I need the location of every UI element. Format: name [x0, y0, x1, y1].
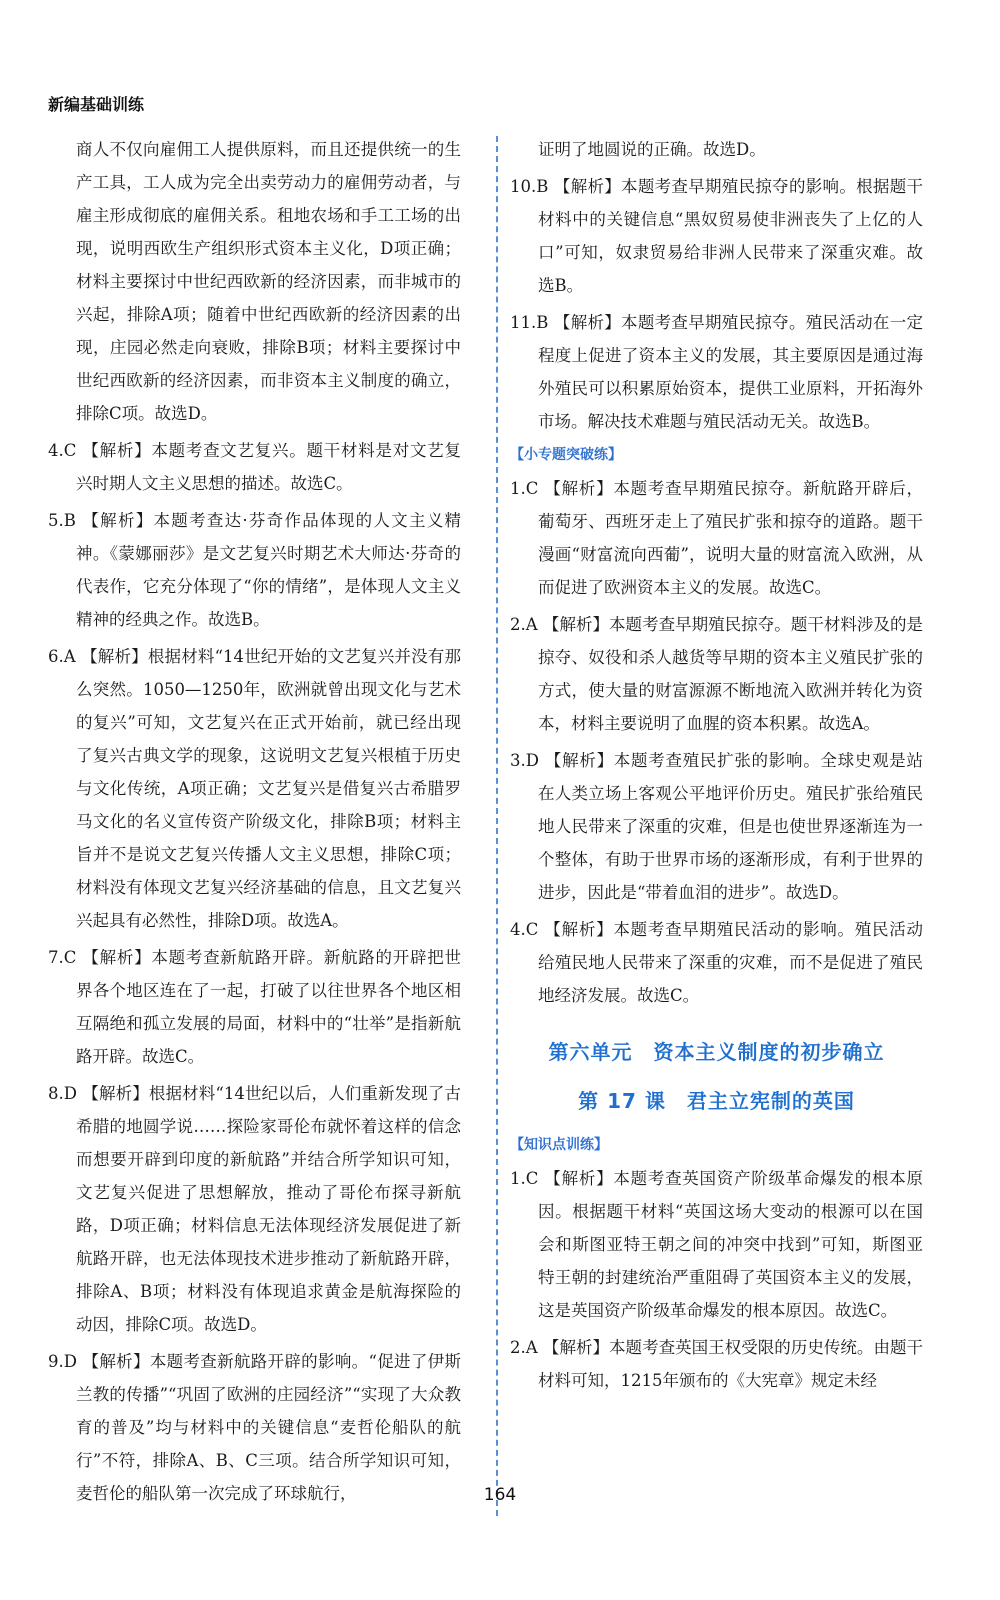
- answer-paragraph: 11.B 【解析】本题考查早期殖民掠夺。殖民活动在一定程度上促进了资本主义的发展，其主要原因是通过海外殖民可以积累原始资本，提供工业原料，开拓海外市场。解决技术难题与殖民活动无关。故选B。: [510, 313, 923, 431]
- left-column: [48, 133, 461, 1514]
- answer-paragraph: 4.C 【解析】本题考查早期殖民活动的影响。殖民活动给殖民地人民带来了深重的灾难，而不是促进了殖民地经济发展。故选C。: [510, 920, 923, 1005]
- answer-paragraph: 3.D 【解析】本题考查殖民扩张的影响。全球史观是站在人类立场上客观公平地评价历史。殖民扩张给殖民地人民带来了深重的灾难，但是也使世界逐渐连为一个整体，有助于世界市场的逐渐形成，有利于世界的进步，因此是“带着血泪的进步”。故选D。: [510, 751, 923, 902]
- answer-paragraph: 2.A 【解析】本题考查英国王权受限的历史传统。由题干材料可知，1215年颁布的《大宪章》规定未经: [510, 1338, 923, 1390]
- right-column: [510, 133, 923, 1401]
- answer-paragraph: 4.C 【解析】本题考查文艺复兴。题干材料是对文艺复兴时期人文主义思想的描述。故选C。: [48, 441, 461, 493]
- answer-paragraph: 7.C 【解析】本题考查新航路开辟。新航路的开辟把世界各个地区连在了一起，打破了以往世界各个地区相互隔绝和孤立发展的局面，材料中的“壮举”是指新航路开辟。故选C。: [48, 948, 461, 1066]
- book-series-title: 新编基础训练: [48, 95, 145, 114]
- answer-paragraph: 9.D 【解析】本题考查新航路开辟的影响。“促进了伊斯兰教的传播”“巩固了欧洲的庄园经济”“实现了大众教育的普及”均与材料中的关键信息“麦哲伦船队的航行”不符，排除A、B、C三项。结合所学知识可知，麦哲伦的船队第一次完成了环球航行，: [48, 1352, 461, 1503]
- answer-paragraph: 6.A 【解析】根据材料“14世纪开始的文艺复兴并没有那么突然。1050—1250年，欧洲就曾出现文化与艺术的复兴”可知，文艺复兴在正式开始前，就已经出现了复兴古典文学的现象，这说明文艺复兴根植于历史与文化传统，A项正确；文艺复兴是借复兴古希腊罗马文化的名义宣传资产阶级文化，排除B项；材料主旨并不是说文艺复兴传播人文主义思想，排除C项；材料没有体现文艺复兴经济基础的信息，且文艺复兴兴起具有必然性，排除D项。故选A。: [48, 647, 461, 930]
- lesson-title: 第 17 课 君主立宪制的英国: [578, 1089, 855, 1113]
- answer-paragraph: 2.A 【解析】本题考查早期殖民掠夺。题干材料涉及的是掠夺、奴役和杀人越货等早期的资本主义殖民扩张的方式，使大量的财富源源不断地流入欧洲并转化为资本，材料主要说明了血腥的资本积累。故选A。: [510, 615, 923, 733]
- answer-paragraph: 证明了地圆说的正确。故选D。: [538, 140, 766, 159]
- section-label-knowledge-practice: 【知识点训练】: [510, 1137, 608, 1153]
- page-number: 164: [483, 1485, 517, 1505]
- answer-paragraph: 1.C 【解析】本题考查英国资产阶级革命爆发的根本原因。根据题干材料“英国这场大变动的根源可以在国会和斯图亚特王朝之间的冲突中找到”可知，斯图亚特王朝的封建统治严重阻碍了英国资本主义的发展，这是英国资产阶级革命爆发的根本原因。故选C。: [510, 1169, 923, 1320]
- answer-paragraph: 8.D 【解析】根据材料“14世纪以后，人们重新发现了古希腊的地圆学说……探险家哥伦布就怀着这样的信念而想要开辟到印度的新航路”并结合所学知识可知，文艺复兴促进了思想解放，推动了哥伦布探寻新航路，D项正确；材料信息无法体现经济发展促进了新航路开辟，也无法体现技术进步推动了新航路开辟，排除A、B项；材料没有体现追求黄金是航海探险的动因，排除C项。故选D。: [48, 1084, 461, 1334]
- answer-paragraph: 5.B 【解析】本题考查达·芬奇作品体现的人文主义精神。《蒙娜丽莎》是文艺复兴时期艺术大师达·芬奇的代表作，它充分体现了“你的情绪”，是体现人文主义精神的经典之作。故选B。: [48, 511, 461, 629]
- column-divider: [496, 136, 498, 1516]
- answer-paragraph: 1.C 【解析】本题考查早期殖民掠夺。新航路开辟后，葡萄牙、西班牙走上了殖民扩张和掠夺的道路。题干漫画“财富流向西葡”，说明大量的财富流入欧洲，从而促进了欧洲资本主义的发展。故选C。: [510, 479, 923, 597]
- answer-paragraph: 10.B 【解析】本题考查早期殖民掠夺的影响。根据题干材料中的关键信息“黑奴贸易使非洲丧失了上亿的人口”可知，奴隶贸易给非洲人民带来了深重灾难。故选B。: [510, 177, 923, 295]
- section-label-special-topic: 【小专题突破练】: [510, 447, 622, 463]
- answer-paragraph: 商人不仅向雇佣工人提供原料，而且还提供统一的生产工具，工人成为完全出卖劳动力的雇佣劳动者，与雇主形成彻底的雇佣关系。租地农场和手工工场的出现，说明西欧生产组织形式资本主义化，D项正确；材料主要探讨中世纪西欧新的经济因素，而非城市的兴起，排除A项；随着中世纪西欧新的经济因素的出现，庄园必然走向衰败，排除B项；材料主要探讨中世纪西欧新的经济因素，而非资本主义制度的确立，排除C项。故选D。: [76, 140, 461, 423]
- unit-title: 第六单元 资本主义制度的初步确立: [548, 1040, 885, 1064]
